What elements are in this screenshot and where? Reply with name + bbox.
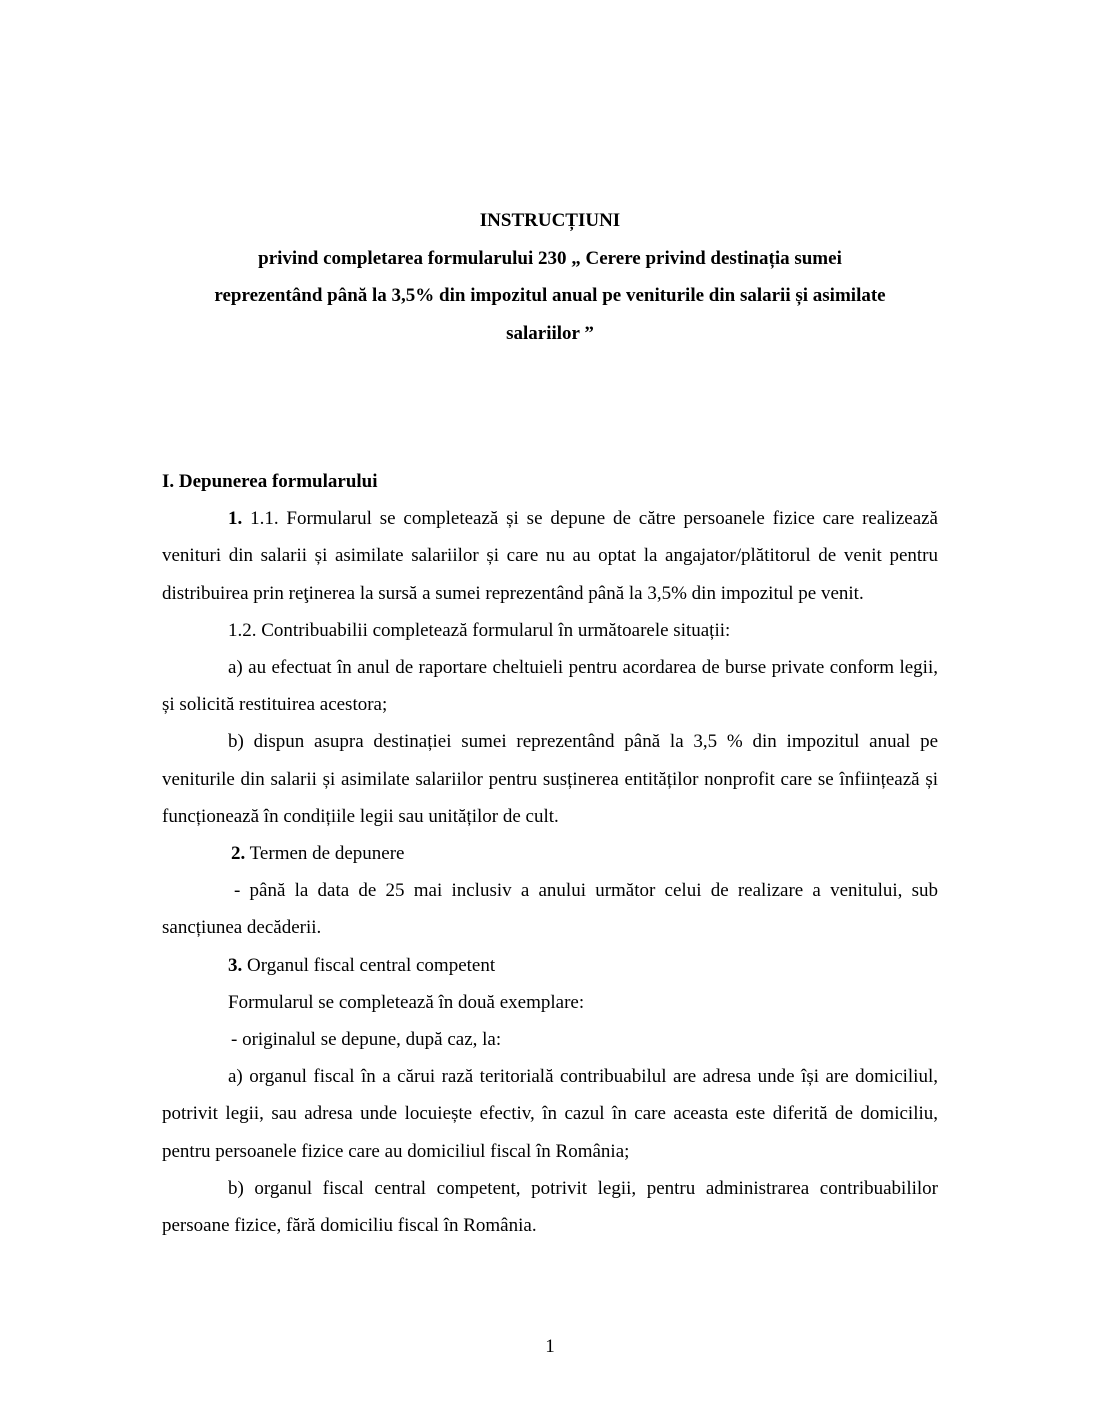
title-line-3: reprezentând până la 3,5% din impozitul anual pe veniturile din salarii și asimilate bbox=[214, 285, 886, 306]
paragraph-3-text-2: - originalul se depune, după caz, la: bbox=[231, 1029, 502, 1051]
title-line-2: privind completarea formularului 230 „ Cerere privind destinația sumei bbox=[258, 247, 842, 269]
item-1-number: 1. bbox=[228, 508, 243, 530]
paragraph-2-text: - până la data de 25 mai inclusiv a anului următor celui de realizare a venitului, sub sancțiunea decăderii. bbox=[162, 880, 938, 939]
paragraph-1-1 bbox=[162, 500, 938, 612]
section-heading: I. Depunerea formularului bbox=[162, 471, 378, 492]
title-line-4: salariilor ” bbox=[506, 322, 594, 344]
item-3-label: Organul fiscal central competent bbox=[242, 954, 496, 976]
paragraph-1-2-b: b) dispun asupra destinației sumei reprezentând până la 3,5 % din impozitul anual pe veniturile din salarii și asimilate salariilor pentru susținerea entităților nonprofit care se înființează și funcționează în condițiile legii sau unităților de cult. bbox=[162, 731, 938, 827]
title-line-1: INSTRUCȚIUNI bbox=[479, 210, 621, 231]
paragraph-3-a: a) organul fiscal în a cărui rază teritorială contribuabilul are adresa unde își are domiciliul, potrivit legii, sau adresa unde locuiește efectiv, în cazul în care aceasta este diferită de domiciliu, pentru persoanele fizice care au domiciliul fiscal în România; bbox=[162, 1066, 938, 1162]
item-3-number: 3. bbox=[228, 954, 243, 976]
document-title bbox=[0, 202, 1100, 352]
document-body bbox=[162, 463, 938, 1244]
item-1-1-text: 1.1. Formularul se completează și se depune de către persoanele fizice care realizează venituri din salarii și asimilate salariilor și care nu au optat la angajator/plătitorul de venit pentru distribuirea prin reţinerea la sursă a sumei reprezentând până la 3,5% din impozitul pe venit. bbox=[162, 508, 938, 604]
paragraph-3-heading bbox=[162, 947, 938, 984]
paragraph-3-text-1: Formularul se completează în două exemplare: bbox=[228, 991, 585, 1013]
item-2-number: 2. bbox=[231, 843, 246, 865]
paragraph-3-b: b) organul fiscal central competent, potrivit legii, pentru administrarea contribuabililor persoane fizice, fără domiciliu fiscal în România. bbox=[162, 1177, 938, 1237]
paragraph-2-heading bbox=[162, 835, 938, 872]
paragraph-1-2-a: a) au efectuat în anul de raportare cheltuieli pentru acordarea de burse private conform legii, și solicită restituirea acestora; bbox=[162, 657, 938, 716]
item-2-label: Termen de depunere bbox=[245, 843, 405, 865]
page-number: 1 bbox=[545, 1336, 555, 1357]
paragraph-1-2: 1.2. Contribuabilii completează formularul în următoarele situații: bbox=[228, 619, 731, 641]
